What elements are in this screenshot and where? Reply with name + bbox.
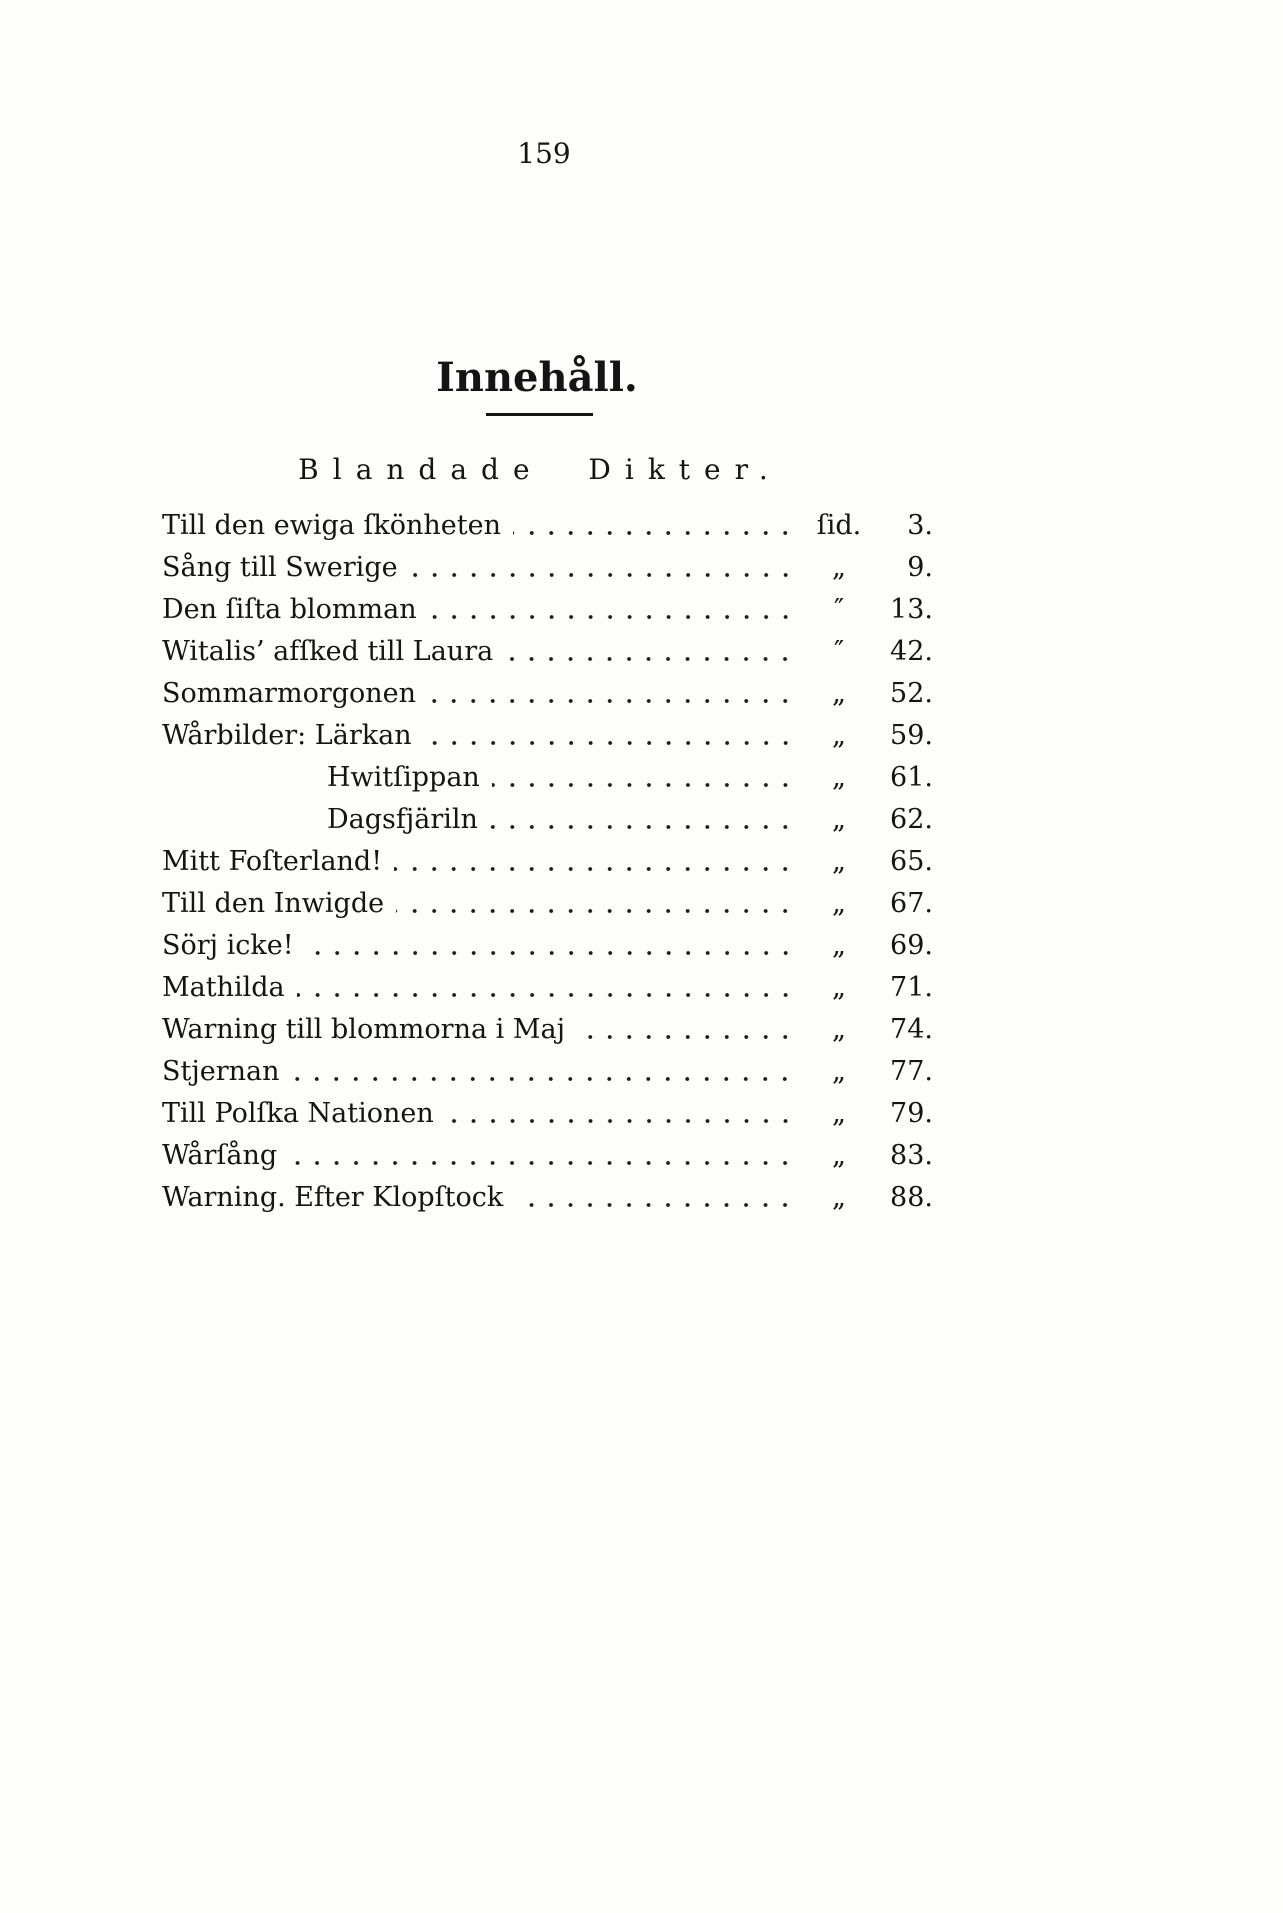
entry-ditto-mark: „ [832, 1098, 846, 1129]
entry-title: Till den Inwigde [162, 888, 385, 919]
toc-entry [162, 673, 933, 715]
dot-leader [446, 1093, 795, 1135]
dot-leader [289, 1135, 795, 1177]
entry-title: Dagsfjäriln [327, 804, 478, 835]
toc-entry [162, 715, 933, 757]
dot-leader [428, 673, 795, 715]
entry-page-number: 61. [890, 762, 933, 793]
entry-title: Sång till Swerige [162, 552, 398, 583]
dot-leader [410, 547, 795, 589]
entry-page-number: 79. [890, 1098, 933, 1129]
entry-ditto-mark: „ [832, 720, 846, 751]
toc-entry [162, 925, 933, 967]
table-of-contents [162, 505, 933, 1219]
toc-entry [162, 1051, 933, 1093]
toc-entry [162, 1009, 933, 1051]
heading-rule [486, 413, 593, 416]
entry-ditto-mark: „ [832, 1182, 846, 1213]
entry-title: Mitt Foſterland! [162, 846, 383, 877]
entry-page-number: 71. [890, 972, 933, 1003]
entry-page-number: 65. [890, 846, 933, 877]
dot-leader [515, 1177, 795, 1219]
entry-title: Till Polſka Nationen [162, 1098, 434, 1129]
entry-title: Den ſiſta blomman [162, 594, 417, 625]
dot-leader [513, 505, 795, 547]
entry-ditto-mark: „ [832, 972, 846, 1003]
entry-ditto-mark: „ [832, 804, 846, 835]
entry-ditto-mark: „ [832, 930, 846, 961]
toc-entry [162, 967, 933, 1009]
entry-title: Till den ewiga ſkönheten [162, 510, 502, 541]
entry-page-number: 83. [890, 1140, 933, 1171]
toc-entry [162, 1135, 933, 1177]
entry-page-number: 62. [890, 804, 933, 835]
section-title: Blandade Dikter. [298, 453, 782, 486]
entry-ditto-mark: „ [832, 762, 846, 793]
entry-ditto-mark: „ [832, 888, 846, 919]
entry-title: Wårbilder: Lärkan [162, 720, 412, 751]
entry-ditto-mark: ″ [833, 636, 845, 667]
entry-page-number: 88. [890, 1182, 933, 1213]
entry-page-number: 69. [890, 930, 933, 961]
entry-page-number: 42. [890, 636, 933, 667]
entry-title: Mathilda [162, 972, 285, 1003]
dot-leader [291, 1051, 795, 1093]
entry-title: Sommarmorgonen [162, 678, 417, 709]
entry-title: Warning till blommorna i Maj [162, 1014, 565, 1045]
toc-entry [162, 589, 933, 631]
entry-page-number: 9. [907, 552, 933, 583]
toc-entry [162, 1177, 933, 1219]
toc-entry [162, 505, 933, 547]
toc-entry [162, 631, 933, 673]
page-number: 159 [517, 137, 571, 170]
toc-entry [162, 1093, 933, 1135]
entry-page-number: 13. [890, 594, 933, 625]
entry-title: Warning. Efter Klopſtock [162, 1182, 504, 1213]
toc-entry [162, 841, 933, 883]
dot-leader [306, 925, 795, 967]
dot-leader [490, 799, 795, 841]
entry-ditto-mark: ſid. [816, 510, 862, 541]
dot-leader [394, 841, 795, 883]
contents-heading: Innehåll. [436, 354, 638, 401]
entry-ditto-mark: „ [832, 1056, 846, 1087]
entry-page-number: 67. [890, 888, 933, 919]
entry-title: Wårſång [162, 1140, 278, 1171]
toc-sub-entry [162, 757, 933, 799]
entry-title: Sörj icke! [162, 930, 294, 961]
dot-leader [429, 589, 795, 631]
entry-page-number: 3. [907, 510, 933, 541]
entry-title: Hwitſippan [327, 762, 480, 793]
entry-ditto-mark: „ [832, 1014, 846, 1045]
toc-entry [162, 547, 933, 589]
dot-leader [297, 967, 795, 1009]
entry-page-number: 59. [890, 720, 933, 751]
dot-leader [505, 631, 795, 673]
dot-leader [424, 715, 795, 757]
entry-ditto-mark: „ [832, 1140, 846, 1171]
entry-page-number: 52. [890, 678, 933, 709]
entry-title: Witalis’ afſked till Laura [162, 636, 494, 667]
entry-ditto-mark: „ [832, 846, 846, 877]
toc-sub-entry [162, 799, 933, 841]
dot-leader [492, 757, 795, 799]
entry-ditto-mark: „ [832, 552, 846, 583]
entry-title: Stjernan [162, 1056, 280, 1087]
entry-ditto-mark: „ [832, 678, 846, 709]
toc-entry [162, 883, 933, 925]
dot-leader [396, 883, 795, 925]
entry-ditto-mark: ″ [833, 594, 845, 625]
dot-leader [577, 1009, 795, 1051]
entry-page-number: 77. [890, 1056, 933, 1087]
entry-page-number: 74. [890, 1014, 933, 1045]
